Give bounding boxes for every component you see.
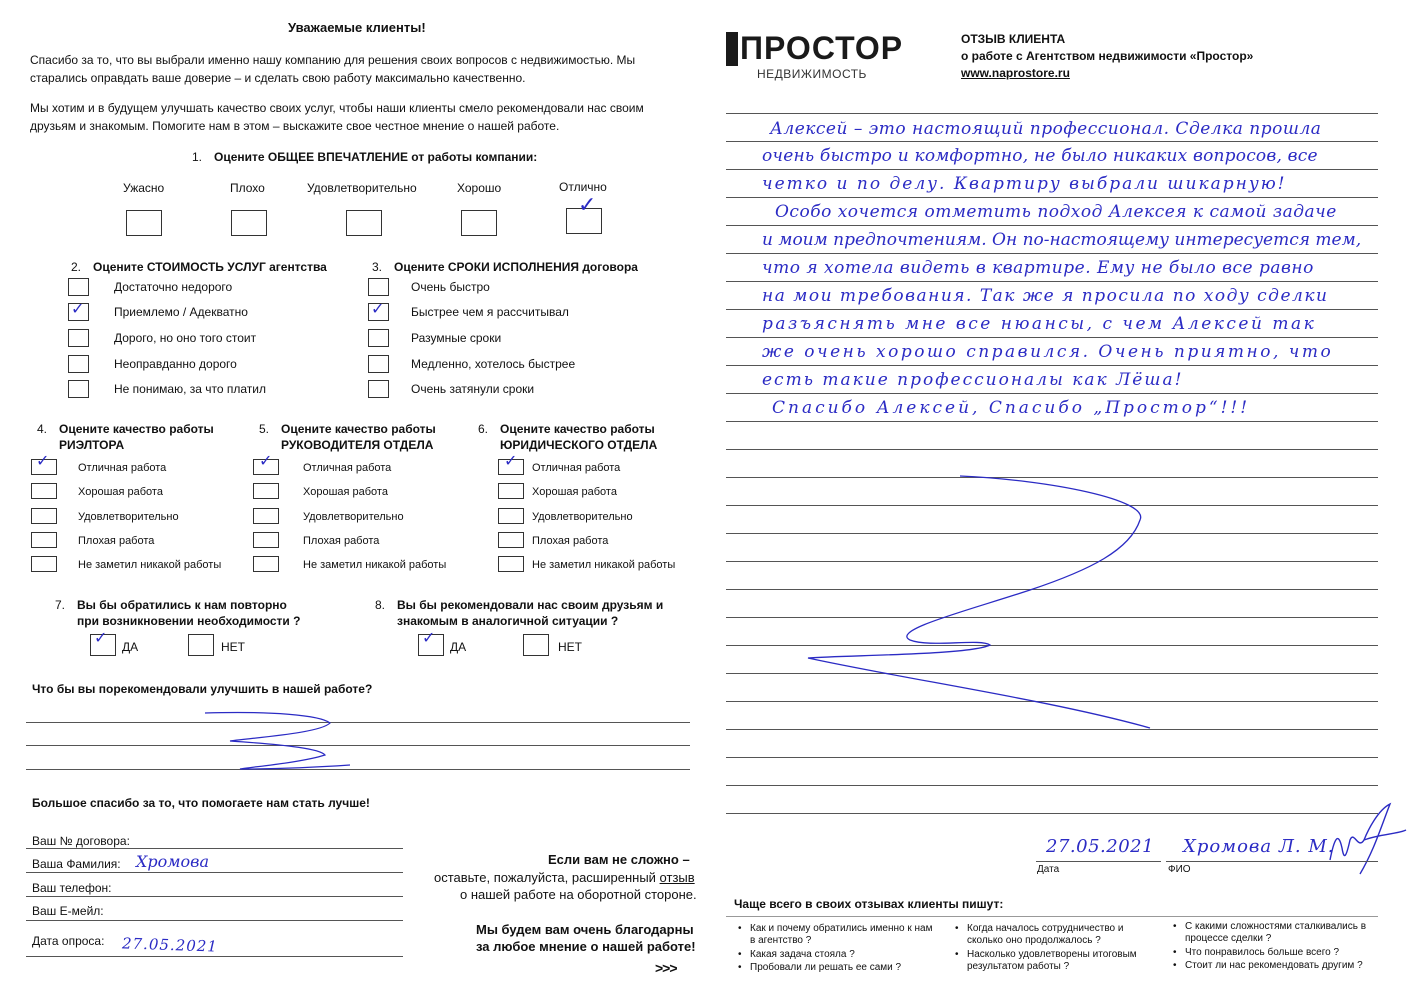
review-link[interactable]: отзыв	[659, 870, 695, 885]
q6-title-line2: ЮРИДИЧЕСКОГО ОТДЕЛА	[500, 438, 658, 452]
q5-checkbox[interactable]	[253, 483, 279, 499]
improve-question: Что бы вы порекомендовали улучшить в нашей работе?	[32, 682, 373, 696]
tip-bullet: •	[955, 949, 959, 960]
q3-option-label: Очень затянули сроки	[411, 382, 535, 396]
date-value: 27.05.2021	[121, 934, 219, 956]
q8-no-checkbox[interactable]	[523, 634, 549, 656]
q8-number: 8.	[375, 598, 386, 612]
cta-thanks2: за любое мнение о нашей работе!	[476, 939, 696, 954]
review-line	[726, 757, 1378, 758]
prostor-logo-icon	[726, 32, 738, 66]
q3-option-label: Очень быстро	[411, 280, 490, 294]
q1-option-label: Ужасно	[123, 181, 165, 195]
q5-option-label: Плохая работа	[303, 535, 380, 547]
scribble-strike	[200, 705, 360, 775]
q5-checkbox[interactable]	[253, 532, 279, 548]
q4-option-label: Удовлетворительно	[78, 511, 179, 523]
next-page-arrows: >>>	[655, 960, 677, 976]
review-handwriting-line: на мои требования. Так же я просила по ходу сделки	[762, 286, 1329, 306]
q2-checkbox[interactable]	[68, 380, 89, 398]
q6-option-label: Удовлетворительно	[532, 511, 633, 523]
phone-line	[26, 896, 403, 897]
tip-bullet: •	[1173, 960, 1177, 971]
review-handwriting-line: очень быстро и комфортно, не было никаких вопросов, все	[762, 146, 1318, 166]
review-line	[726, 225, 1378, 226]
review-handwriting-line: же очень хорошо справился. Очень приятно, что	[762, 342, 1334, 362]
review-handwriting-line: и моим предпочтениям. Он по-настоящему интересуется тем,	[762, 230, 1362, 250]
review-line	[726, 813, 1378, 814]
intro-paragraph-1: Спасибо за то, что вы выбрали именно нашу компанию для решения своих вопросов с недвижимостью. Мы старались оправдать ваше доверие – и сделать свою работу максимально качественно.	[30, 53, 636, 85]
q2-option-label: Не понимаю, за что платил	[114, 382, 267, 396]
q6-option-label: Отличная работа	[532, 462, 621, 474]
scribble-strike	[790, 470, 1170, 740]
review-line	[726, 365, 1378, 366]
review-handwriting-line: Особо хочется отметить подход Алексея к самой задаче	[775, 202, 1337, 222]
review-line	[726, 141, 1378, 142]
q6-option-label: Не заметил никакой работы	[532, 559, 676, 571]
check-mark-icon: ✓	[578, 192, 597, 217]
q4-checkbox[interactable]	[31, 483, 57, 499]
surname-value: Хромова	[136, 852, 210, 871]
q4-title-line2: РИЭЛТОРА	[59, 438, 125, 452]
q4-option-label: Хорошая работа	[78, 486, 163, 498]
q7-title-line1: Вы бы обратились к нам повторно	[77, 598, 287, 612]
q5-checkbox[interactable]	[253, 556, 279, 572]
signature-date: 27.05.2021	[1046, 836, 1155, 857]
email-label: Ваш Е-мейл:	[32, 904, 104, 918]
intro-paragraph-2: Мы хотим и в будущем улучшать качество своих услуг, чтобы наши клиенты смело рекомендовали нас своим друзьям и знакомым. Помогите нам в этом – выскажите свое честное мнение о нашей работе.	[30, 101, 644, 133]
q5-option-label: Отличная работа	[303, 462, 392, 474]
email-line	[26, 920, 403, 921]
review-handwriting-line: Спасибо Алексей, Спасибо „Простор“!!!	[772, 398, 1251, 418]
q6-option-label: Хорошая работа	[532, 486, 617, 498]
check-mark-icon: ✓	[36, 453, 50, 470]
q5-option-label: Не заметил никакой работы	[303, 559, 447, 571]
tip-item: С какими сложностями сталкивались в процессе сделки ?	[1185, 921, 1367, 944]
header-url[interactable]: www.naprostore.ru	[961, 66, 1070, 80]
review-handwriting-line: что я хотела видеть в квартире. Ему не было все равно	[762, 258, 1314, 278]
q1-option-label: Удовлетворительно	[307, 181, 417, 195]
q4-option-label: Плохая работа	[78, 535, 155, 547]
cta-line1: Если вам не сложно –	[548, 852, 690, 867]
q4-number: 4.	[37, 422, 48, 436]
tips-title: Чаще всего в своих отзывах клиенты пишут:	[734, 897, 1004, 911]
q6-title-line1: Оцените качество работы	[500, 422, 655, 436]
tips-divider	[726, 916, 1378, 917]
tip-bullet: •	[738, 962, 742, 973]
logo-main: ПРОСТОР	[740, 30, 904, 66]
q2-option-label: Неоправданно дорого	[114, 357, 237, 371]
check-mark-icon: ✓	[71, 301, 85, 318]
q5-option-label: Хорошая работа	[303, 486, 388, 498]
q4-title-line1: Оцените качество работы	[59, 422, 214, 436]
q2-number: 2.	[71, 260, 82, 274]
q6-checkbox[interactable]	[498, 556, 524, 572]
q1-option-label: Отлично	[559, 180, 607, 194]
q4-checkbox[interactable]	[31, 532, 57, 548]
q5-checkbox[interactable]	[253, 508, 279, 524]
review-handwriting-line: четко и по делу. Квартиру выбрали шикарную!	[762, 174, 1287, 194]
q6-option-label: Плохая работа	[532, 535, 609, 547]
fio-signature-line	[1166, 861, 1378, 862]
q7-no-checkbox[interactable]	[188, 634, 214, 656]
q2-checkbox[interactable]	[68, 329, 89, 347]
q7-yes-label: ДА	[122, 640, 139, 654]
q1-checkbox-bad[interactable]	[231, 210, 267, 236]
q3-option-label: Медленно, хотелось быстрее	[411, 357, 576, 371]
review-line	[726, 421, 1378, 422]
cta-thanks1: Мы будем вам очень благодарны	[476, 922, 694, 937]
q1-checkbox-awful[interactable]	[126, 210, 162, 236]
tip-bullet: •	[955, 923, 959, 934]
q6-checkbox[interactable]	[498, 532, 524, 548]
cta-line2	[434, 870, 695, 886]
q3-option-label: Быстрее чем я рассчитывал	[411, 305, 569, 319]
q1-checkbox-satisfactory[interactable]	[346, 210, 382, 236]
q2-option-label: Дорого, но оно того стоит	[114, 331, 257, 345]
tip-item: Что понравилось больше всего ?	[1185, 947, 1340, 958]
q2-title: Оцените СТОИМОСТЬ УСЛУГ агентства	[93, 260, 327, 274]
q1-option-label: Плохо	[230, 181, 265, 195]
q3-option-label: Разумные сроки	[411, 331, 502, 345]
check-mark-icon: ✓	[422, 630, 436, 647]
q2-checkbox[interactable]	[68, 278, 89, 296]
q3-checkbox[interactable]	[368, 278, 389, 296]
review-line	[726, 281, 1378, 282]
check-mark-icon: ✓	[371, 301, 385, 318]
contract-line	[26, 848, 403, 849]
cta-line3: о нашей работе на оборотной стороне.	[460, 887, 697, 902]
logo-sub: НЕДВИЖИМОСТЬ	[757, 67, 867, 81]
review-header-title: ОТЗЫВ КЛИЕНТА	[961, 32, 1066, 46]
q2-checkbox[interactable]	[68, 355, 89, 373]
review-line	[726, 337, 1378, 338]
q3-title: Оцените СРОКИ ИСПОЛНЕНИЯ договора	[394, 260, 638, 274]
check-mark-icon: ✓	[259, 453, 273, 470]
review-line	[726, 785, 1378, 786]
q6-number: 6.	[478, 422, 489, 436]
fio-caption: ФИО	[1168, 864, 1191, 875]
q4-checkbox[interactable]	[31, 508, 57, 524]
date-line	[26, 956, 403, 957]
review-header-sub: о работе с Агентством недвижимости «Простор»	[961, 49, 1254, 63]
signature-name: Хромова Л. М.	[1183, 836, 1335, 857]
review-line	[726, 309, 1378, 310]
tip-item: Стоит ли нас рекомендовать другим ?	[1185, 960, 1363, 971]
q8-no-label: НЕТ	[558, 640, 582, 654]
q6-checkbox[interactable]	[498, 508, 524, 524]
q2-option-label: Достаточно недорого	[114, 280, 233, 294]
left-title: Уважаемые клиенты!	[288, 20, 426, 35]
check-mark-icon: ✓	[94, 630, 108, 647]
review-handwriting-line: есть такие профессионалы как Лёша!	[762, 370, 1184, 390]
q5-title-line1: Оцените качество работы	[281, 422, 436, 436]
check-mark-icon: ✓	[504, 453, 518, 470]
q4-option-label: Не заметил никакой работы	[78, 559, 222, 571]
tip-item: Как и почему обратились именно к нам в агентство ?	[750, 923, 933, 946]
date-label: Дата опроса:	[32, 934, 105, 948]
review-line	[726, 449, 1378, 450]
review-line	[726, 253, 1378, 254]
q1-title: Оцените ОБЩЕЕ ВПЕЧАТЛЕНИЕ от работы компании:	[214, 150, 538, 164]
surname-label: Ваша Фамилия:	[32, 857, 121, 871]
review-line	[726, 197, 1378, 198]
q1-checkbox-good[interactable]	[461, 210, 497, 236]
surname-line	[26, 872, 403, 873]
signature-mark	[1320, 800, 1410, 880]
q7-number: 7.	[55, 598, 66, 612]
contract-label: Ваш № договора:	[32, 834, 130, 848]
q7-no-label: НЕТ	[221, 640, 245, 654]
q5-option-label: Удовлетворительно	[303, 511, 404, 523]
tip-item: Пробовали ли решать ее сами ?	[750, 962, 902, 973]
thanks-text: Большое спасибо за то, что помогаете нам стать лучше!	[32, 796, 370, 810]
review-handwriting-line: разъяснять мне все нюансы, с чем Алексей так	[762, 314, 1317, 334]
tip-bullet: •	[738, 949, 742, 960]
q3-number: 3.	[372, 260, 383, 274]
tip-item: Насколько удовлетворены итоговым результатом работы ?	[967, 949, 1137, 972]
review-line	[726, 113, 1378, 114]
q3-checkbox[interactable]	[368, 329, 389, 347]
phone-label: Ваш телефон:	[32, 881, 112, 895]
q8-yes-label: ДА	[450, 640, 467, 654]
q8-title-line1: Вы бы рекомендовали нас своим друзьям и	[397, 598, 664, 612]
tip-item: Когда началось сотрудничество и сколько оно продолжалось ?	[967, 923, 1124, 946]
q4-option-label: Отличная работа	[78, 462, 167, 474]
date-signature-line	[1036, 861, 1161, 862]
cta-line2-text: оставьте, пожалуйста, расширенный	[434, 870, 660, 885]
review-line	[726, 393, 1378, 394]
q2-option-label: Приемлемо / Адекватно	[114, 305, 248, 319]
q3-checkbox[interactable]	[368, 380, 389, 398]
tip-bullet: •	[1173, 947, 1177, 958]
tip-item: Какая задача стояла ?	[750, 949, 855, 960]
review-line	[726, 169, 1378, 170]
q4-checkbox[interactable]	[31, 556, 57, 572]
q1-number: 1.	[192, 150, 203, 164]
q7-title-line2: при возникновении необходимости ?	[77, 614, 301, 628]
tip-bullet: •	[738, 923, 742, 934]
q5-number: 5.	[259, 422, 270, 436]
q1-option-label: Хорошо	[457, 181, 502, 195]
q8-title-line2: знакомым в аналогичной ситуации ?	[397, 614, 619, 628]
q6-checkbox[interactable]	[498, 483, 524, 499]
q3-checkbox[interactable]	[368, 355, 389, 373]
q5-title-line2: РУКОВОДИТЕЛЯ ОТДЕЛА	[281, 438, 434, 452]
tip-bullet: •	[1173, 921, 1177, 932]
date-caption: Дата	[1037, 864, 1060, 875]
review-handwriting-line: Алексей – это настоящий профессионал. Сделка прошла	[770, 119, 1322, 139]
